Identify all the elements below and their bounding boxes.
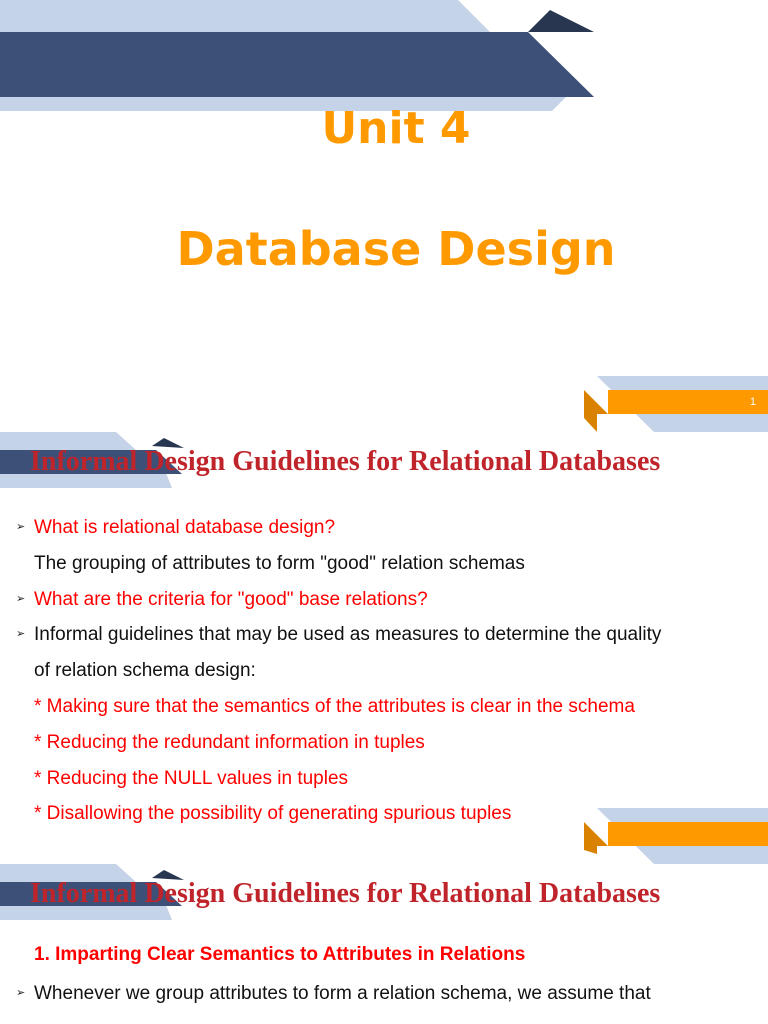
- bullet-text: * Disallowing the possibility of generating spurious tuples: [34, 803, 512, 825]
- footer-orange-fold: [584, 390, 608, 432]
- bullet-line: [16, 761, 756, 797]
- page-number: 1: [749, 396, 756, 408]
- slide-3: [0, 864, 768, 1024]
- top-navy-band: [0, 32, 594, 97]
- bullet-line: [16, 510, 756, 546]
- arrowhead-bullet-icon: ➢: [16, 628, 26, 641]
- bullet-text: * Making sure that the semantics of the attributes is clear in the schema: [34, 695, 635, 717]
- slide-1: [0, 0, 768, 432]
- footer-orange-bar: [608, 390, 768, 414]
- slide-decoration: [0, 0, 768, 432]
- slide-subtitle: Database Design: [176, 222, 616, 276]
- bullet-line: [16, 546, 756, 582]
- slide-heading: Informal Design Guidelines for Relational Databases: [30, 446, 661, 477]
- bullet-list: [16, 976, 746, 1012]
- bullet-text: Informal guidelines that may be used as measures to determine the quality: [34, 624, 662, 646]
- slide-2: [0, 432, 768, 864]
- bullet-text: The grouping of attributes to form "good" relation schemas: [34, 552, 525, 574]
- bullet-line: [16, 617, 756, 653]
- bullet-line: [16, 582, 756, 618]
- bullet-line: [16, 689, 756, 725]
- slide-heading: Informal Design Guidelines for Relational Databases: [30, 878, 661, 909]
- navy-flag-tip: [528, 10, 594, 32]
- arrowhead-bullet-icon: ➢: [16, 592, 26, 605]
- arrowhead-bullet-icon: ➢: [16, 987, 26, 999]
- bullet-line: [16, 796, 756, 832]
- section-subheading: 1. Imparting Clear Semantics to Attributes in Relations: [34, 944, 526, 965]
- bullet-text: * Reducing the redundant information in tuples: [34, 731, 425, 753]
- bullet-text: of relation schema design:: [34, 660, 256, 682]
- slide-title: Unit 4: [321, 103, 471, 154]
- bullet-line: [16, 725, 756, 761]
- top-light-band: [0, 0, 492, 34]
- arrowhead-bullet-icon: ➢: [16, 521, 26, 533]
- bullet-text: * Reducing the NULL values in tuples: [34, 767, 349, 789]
- bullet-text: Whenever we group attributes to form a relation schema, we assume that: [34, 983, 651, 1004]
- bullet-list: [16, 510, 756, 832]
- bullet-line: [16, 976, 746, 1012]
- bullet-text: What is relational database design?: [34, 517, 336, 538]
- bullet-text: What are the criteria for "good" base relations?: [34, 588, 428, 610]
- bullet-line: [16, 653, 756, 689]
